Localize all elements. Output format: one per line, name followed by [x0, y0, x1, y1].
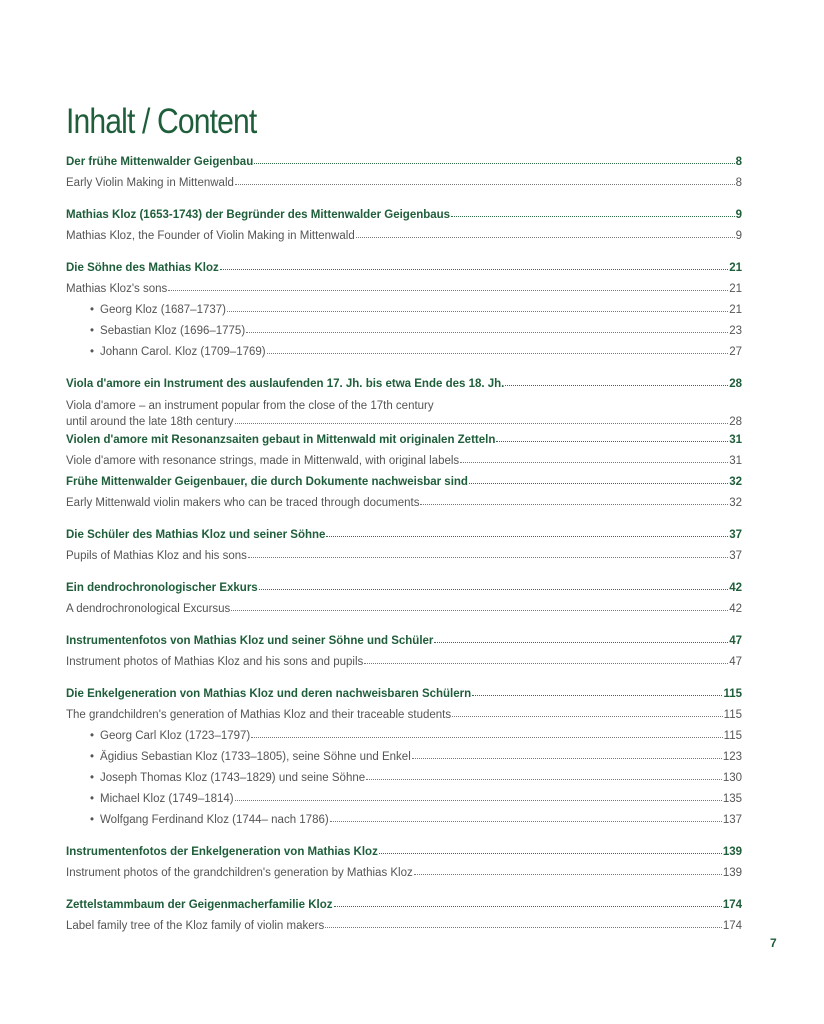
- toc-entry-en-line1: Viola d'amore – an instrument popular from the close of the 17th century: [66, 400, 434, 412]
- toc-entry-de[interactable]: Die Enkelgeneration von Mathias Kloz und deren nachweisbaren Schülern 115: [66, 688, 742, 700]
- page-title: Inhalt / Content: [66, 102, 257, 141]
- toc-entry-de[interactable]: Instrumentenfotos der Enkelgeneration von Mathias Kloz 139: [66, 846, 742, 858]
- page-number: 7: [770, 936, 777, 950]
- toc-subentry[interactable]: • Michael Kloz (1749–1814) 135: [66, 789, 742, 810]
- toc-entry-de[interactable]: Viola d'amore ein Instrument des auslaufenden 17. Jh. bis etwa Ende des 18. Jh. 28: [66, 378, 742, 390]
- toc-entry-de[interactable]: Frühe Mittenwalder Geigenbauer, die durch Dokumente nachweisbar sind 32: [66, 476, 742, 488]
- toc-entry-de[interactable]: Die Söhne des Mathias Kloz 21: [66, 262, 742, 274]
- toc-entry-en[interactable]: A dendrochronological Excursus 42: [66, 603, 742, 615]
- toc-entry-en[interactable]: Mathias Kloz, the Founder of Violin Making in Mittenwald 9: [66, 230, 742, 242]
- toc-entry-en[interactable]: Instrument photos of Mathias Kloz and his sons and pupils 47: [66, 656, 742, 668]
- toc-subentry[interactable]: • Johann Carol. Kloz (1709–1769) 27: [66, 342, 742, 363]
- toc-entry-en[interactable]: The grandchildren's generation of Mathias Kloz and their traceable students 115: [66, 709, 742, 721]
- toc-entry-en[interactable]: Label family tree of the Kloz family of violin makers 174: [66, 920, 742, 932]
- toc-entry-en[interactable]: Mathias Kloz's sons 21: [66, 283, 742, 295]
- table-of-contents: [66, 152, 742, 937]
- toc-entry-en[interactable]: until around the late 18th century 28: [66, 416, 742, 428]
- toc-entry-de[interactable]: Instrumentenfotos von Mathias Kloz und seiner Söhne und Schüler 47: [66, 635, 742, 647]
- toc-entry-de[interactable]: Mathias Kloz (1653-1743) der Begründer des Mittenwalder Geigenbaus 9: [66, 209, 742, 221]
- toc-entry-en[interactable]: Viole d'amore with resonance strings, made in Mittenwald, with original labels 31: [66, 455, 742, 467]
- toc-entry-en[interactable]: Pupils of Mathias Kloz and his sons 37: [66, 550, 742, 562]
- toc-entry-de[interactable]: Ein dendrochronologischer Exkurs 42: [66, 582, 742, 594]
- toc-subentry[interactable]: • Wolfgang Ferdinand Kloz (1744– nach 1786) 137: [66, 810, 742, 831]
- toc-subentry[interactable]: • Georg Kloz (1687–1737) 21: [66, 300, 742, 321]
- toc-subentry[interactable]: • Ägidius Sebastian Kloz (1733–1805), seine Söhne und Enkel 123: [66, 747, 742, 768]
- toc-subentry[interactable]: • Sebastian Kloz (1696–1775) 23: [66, 321, 742, 342]
- toc-entry-de[interactable]: Die Schüler des Mathias Kloz und seiner Söhne 37: [66, 529, 742, 541]
- toc-entry-en[interactable]: Instrument photos of the grandchildren's generation by Mathias Kloz 139: [66, 867, 742, 879]
- toc-entry-en[interactable]: Early Mittenwald violin makers who can be traced through documents 32: [66, 497, 742, 509]
- toc-subentry[interactable]: • Georg Carl Kloz (1723–1797) 115: [66, 726, 742, 747]
- toc-subentry[interactable]: • Joseph Thomas Kloz (1743–1829) und seine Söhne 130: [66, 768, 742, 789]
- toc-entry-de[interactable]: Violen d'amore mit Resonanzsaiten gebaut in Mittenwald mit originalen Zetteln 31: [66, 434, 742, 446]
- toc-entry-en[interactable]: Early Violin Making in Mittenwald 8: [66, 177, 742, 189]
- toc-entry-de[interactable]: Der frühe Mittenwalder Geigenbau 8: [66, 156, 742, 168]
- toc-entry-de[interactable]: Zettelstammbaum der Geigenmacherfamilie Kloz 174: [66, 899, 742, 911]
